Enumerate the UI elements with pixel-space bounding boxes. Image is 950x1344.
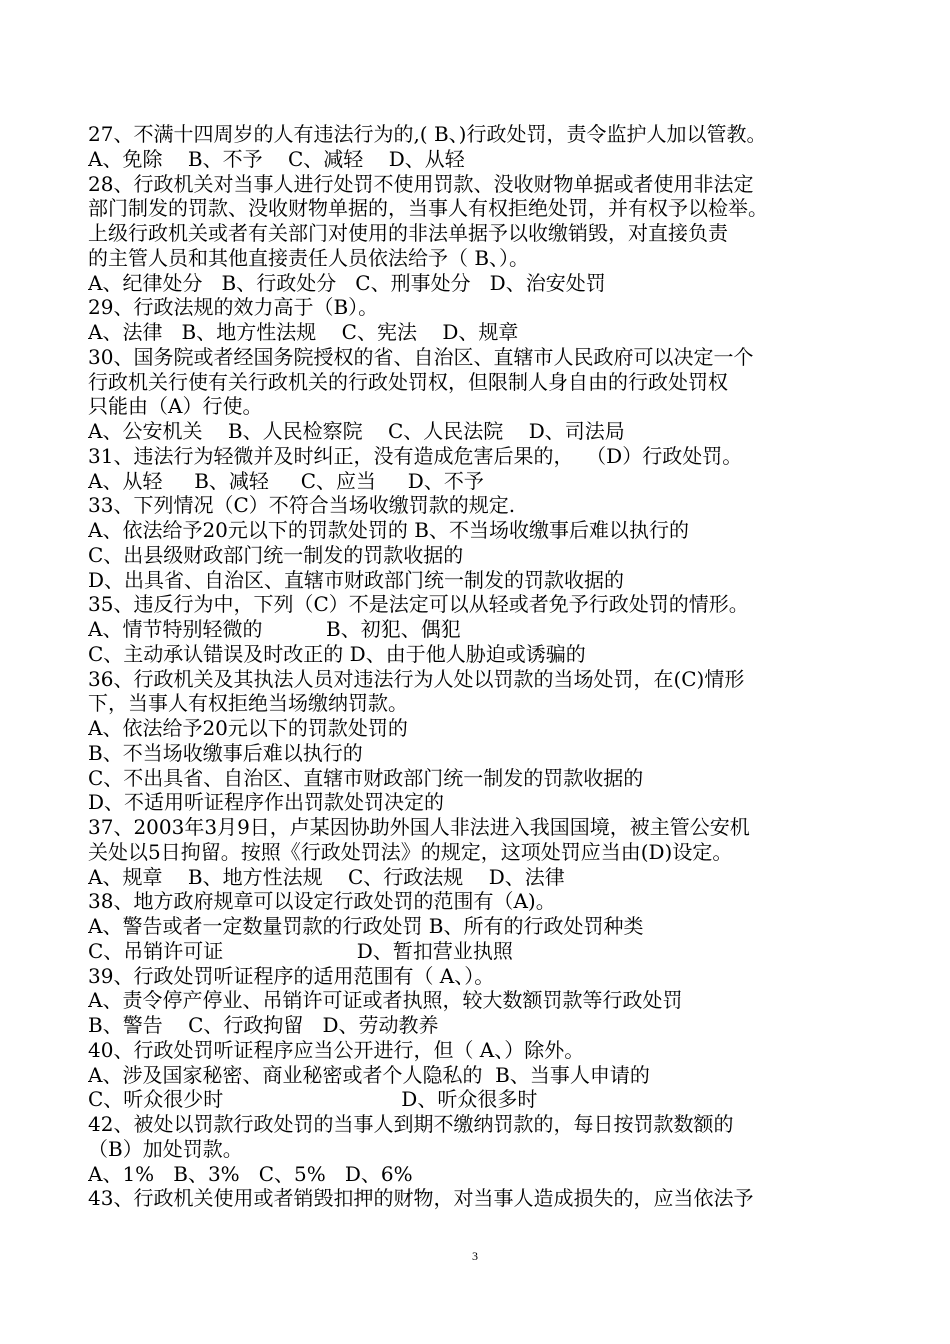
text-line: D、不适用听证程序作出罚款处罚决定的	[88, 790, 445, 815]
text-line: A、免除 B、不予 C、减轻 D、从轻	[88, 146, 465, 171]
text-line: A、纪律处分 B、行政处分 C、刑事处分 D、治安处罚	[88, 270, 606, 295]
text-line: B、不当场收缴事后难以执行的	[88, 740, 363, 765]
text-line: A、依法给予20元以下的罚款处罚的 B、不当场收缴事后难以执行的	[88, 518, 689, 542]
text-line: 只能由（A）行使。	[88, 394, 263, 419]
question-text-body	[88, 122, 878, 1211]
page-number: 3	[472, 1249, 478, 1263]
text-line: 33、下列情况（C）不符合当场收缴罚款的规定.	[88, 493, 516, 518]
text-line: 的主管人员和其他直接责任人员依法给予（ B、）。	[88, 245, 530, 270]
text-line: 31、违法行为轻微并及时纠正，没有造成危害后果的， （D）行政处罚。	[88, 443, 743, 468]
text-line: A、情节特别轻微的 B、初犯、偶犯	[88, 617, 461, 641]
text-line: C、听众很少时 D、听众很多时	[88, 1087, 538, 1112]
text-line: 部门制发的罚款、没收财物单据的，当事人有权拒绝处罚，并有权予以检举。	[88, 196, 768, 221]
text-line: 42、被处以罚款行政处罚的当事人到期不缴纳罚款的，每日按罚款数额的	[88, 1112, 734, 1136]
text-line: A、法律 B、地方性法规 C、宪法 D、规章	[88, 320, 519, 344]
text-line: A、公安机关 B、人民检察院 C、人民法院 D、司法局	[88, 419, 625, 443]
text-line: 下，当事人有权拒绝当场缴纳罚款。	[88, 691, 408, 716]
text-line: （B）加处罚款。	[88, 1136, 243, 1161]
text-line: C、吊销许可证 D、暂扣营业执照	[88, 938, 513, 963]
text-line: 40、行政处罚听证程序应当公开进行，但（ A、）除外。	[88, 1037, 585, 1062]
text-line: 30、国务院或者经国务院授权的省、自治区、直辖市人民政府可以决定一个	[88, 344, 754, 369]
text-line: A、从轻 B、减轻 C、应当 D、不予	[88, 468, 484, 493]
text-line: A、警告或者一定数量罚款的行政处罚 B、所有的行政处罚种类	[88, 914, 644, 938]
text-line: 上级行政机关或者有关部门对使用的非法单据予以收缴销毁，对直接负责	[88, 221, 728, 245]
text-line: 36、行政机关及其执法人员对违法行为人处以罚款的当场处罚，在(C)情形	[88, 666, 745, 691]
text-line: A、责令停产停业、吊销许可证或者执照，较大数额罚款等行政处罚	[88, 988, 683, 1013]
text-line: 行政机关行使有关行政机关的行政处罚权，但限制人身自由的行政处罚权	[88, 369, 728, 394]
text-line: D、出具省、自治区、直辖市财政部门统一制发的罚款收据的	[88, 567, 625, 592]
text-line: 28、行政机关对当事人进行处罚不使用罚款、没收财物单据或者使用非法定	[88, 171, 754, 196]
text-line: 37、2003年3月9日，卢某因协助外国人非法进入我国国境，被主管公安机	[88, 815, 750, 839]
text-line: 27、不满十四周岁的人有违法行为的,( B、)行政处罚，责令监护人加以管教。	[88, 122, 767, 146]
text-line: B、警告 C、行政拘留 D、劳动教养	[88, 1013, 439, 1037]
text-line: 38、地方政府规章可以设定行政处罚的范围有（A)。	[88, 889, 556, 914]
text-line: C、主动承认错误及时改正的 D、由于他人胁迫或诱骗的	[88, 641, 586, 666]
text-line: 关处以5日拘留。按照《行政处罚法》的规定，这项处罚应当由(D)设定。	[88, 839, 733, 864]
text-line: 43、行政机关使用或者销毁扣押的财物，对当事人造成损失的，应当依法予	[88, 1186, 754, 1211]
text-line: 35、违反行为中，下列（C）不是法定可以从轻或者免予行政处罚的情形。	[88, 592, 749, 617]
text-line: C、出县级财政部门统一制发的罚款收据的	[88, 542, 464, 567]
text-line: C、不出具省、自治区、直辖市财政部门统一制发的罚款收据的	[88, 765, 644, 790]
text-line: A、涉及国家秘密、商业秘密或者个人隐私的 B、当事人申请的	[88, 1062, 650, 1087]
text-line: 29、行政法规的效力高于（B）。	[88, 295, 379, 320]
text-line: A、1% B、3% C、5% D、6%	[88, 1161, 413, 1186]
text-line: A、规章 B、地方性法规 C、行政法规 D、法律	[88, 864, 565, 889]
text-line: 39、行政处罚听证程序的适用范围有（ A、）。	[88, 963, 495, 988]
text-line: A、依法给予20元以下的罚款处罚的	[88, 716, 408, 740]
